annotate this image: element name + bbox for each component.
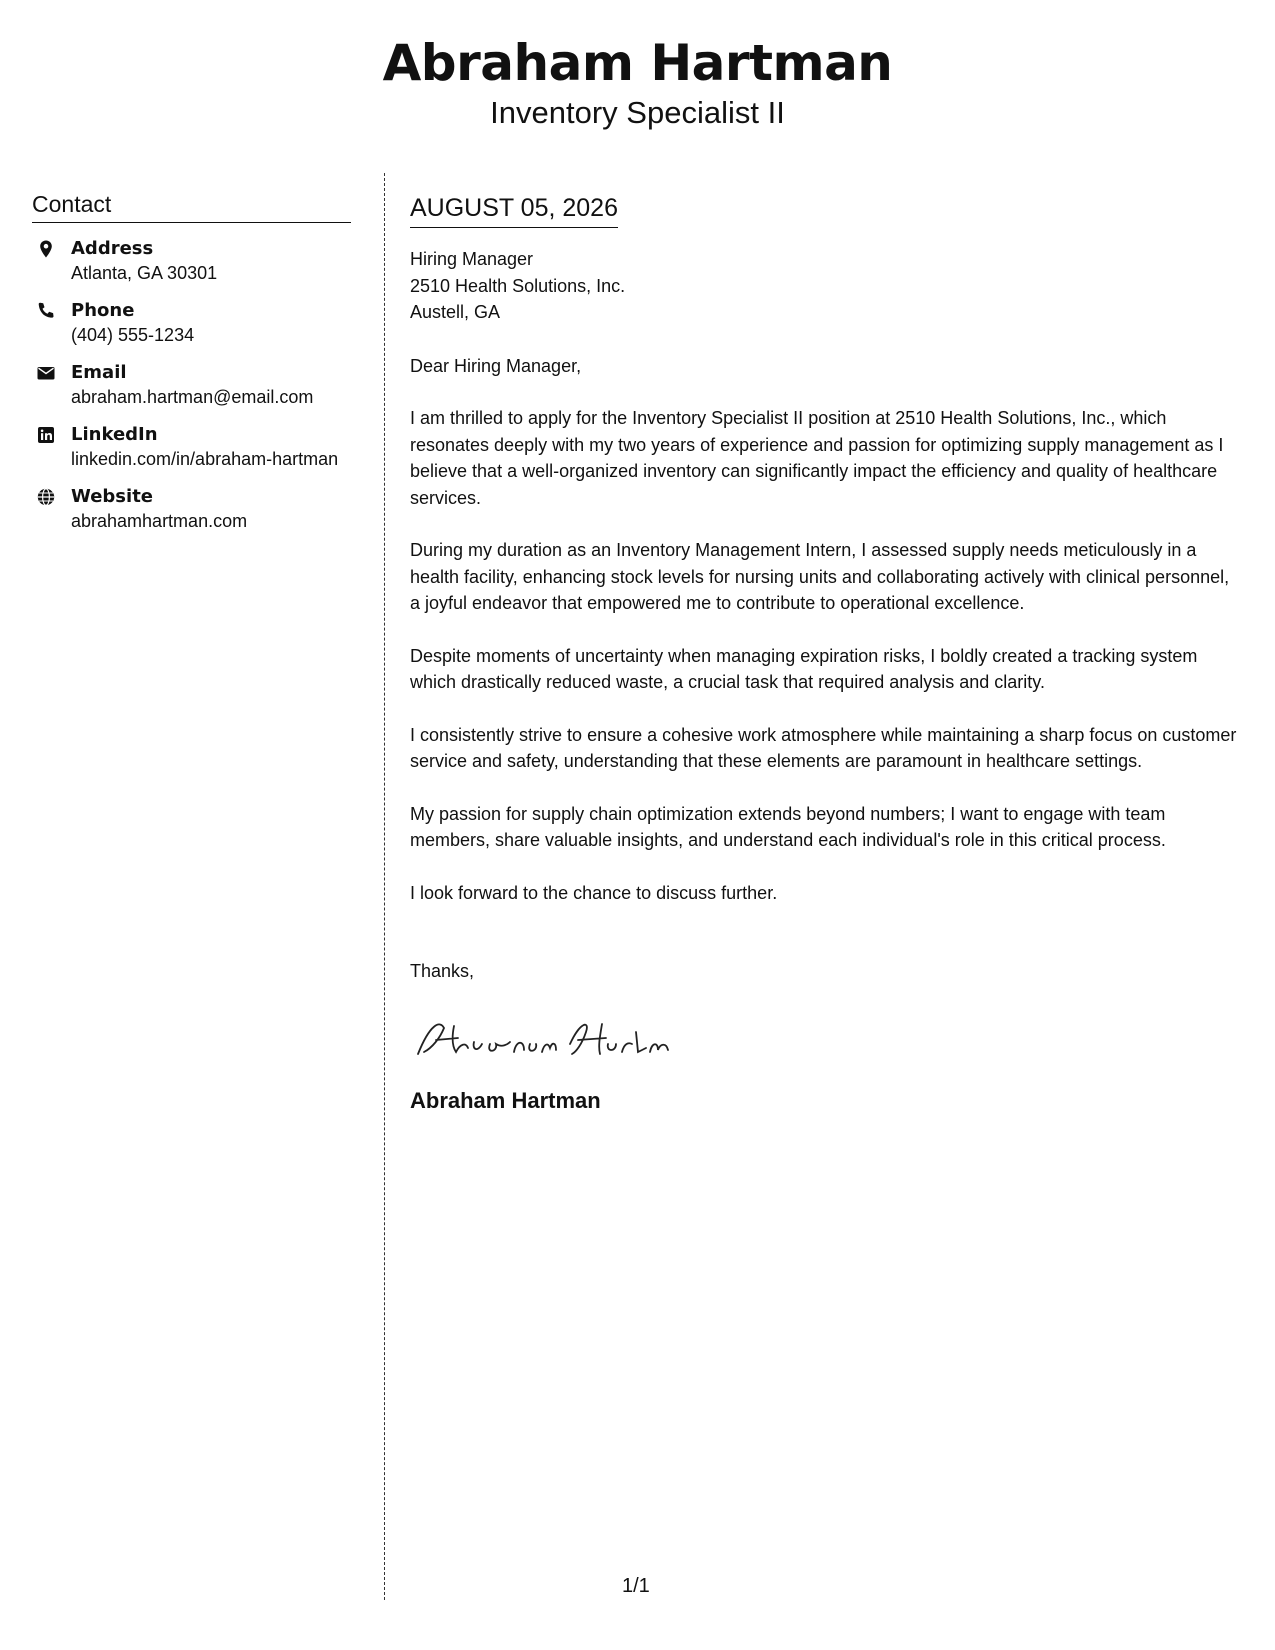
recipient-line: Austell, GA — [410, 302, 501, 322]
applicant-role: Inventory Specialist II — [490, 95, 785, 130]
email-value: abraham.hartman@email.com — [71, 387, 314, 407]
email-label: Email — [71, 362, 127, 383]
body-paragraph: My passion for supply chain optimization extends beyond numbers; I want to engage with team members, share valuable insights, and understand each individual's role in this critical process. — [410, 803, 1166, 850]
envelope-icon — [36, 363, 56, 383]
phone-value: (404) 555-1234 — [71, 325, 195, 345]
address-value: Atlanta, GA 30301 — [71, 263, 218, 283]
body-paragraph: Despite moments of uncertainty when managing expiration risks, I boldly created a tracking system which drastically reduced waste, a crucial task that required analysis and clarity. — [410, 645, 1198, 692]
recipient-line: Hiring Manager — [410, 249, 534, 269]
linkedin-label: LinkedIn — [71, 424, 158, 445]
contact-linkedin — [32, 423, 351, 471]
body-paragraph: During my duration as an Inventory Management Intern, I assessed supply needs meticulously in a health facility, enhancing stock levels for nursing units and collaborating actively with clinical personnel, a joyful endeavor that empowered me to contribute to operational excellence. — [410, 540, 1230, 613]
contact-email — [32, 361, 351, 409]
contact-phone — [32, 299, 351, 347]
column-divider — [384, 173, 385, 1600]
contact-title: Contact — [32, 190, 351, 223]
body-paragraph: I consistently strive to ensure a cohesive work atmosphere while maintaining a sharp focus on customer service and safety, understanding that these elements are paramount in healthcare settings. — [410, 724, 1237, 771]
linkedin-value: linkedin.com/in/abraham-hartman — [71, 449, 339, 469]
page-indicator: 1/1 — [622, 1575, 650, 1597]
recipient-line: 2510 Health Solutions, Inc. — [410, 275, 626, 296]
contact-sidebar — [32, 190, 351, 533]
body-paragraph: I am thrilled to apply for the Inventory Specialist II position at 2510 Health Solutions, Inc., which resonates deeply with my two years of experience and passion for optimizing supply management as I believe that a well-organized inventory can significantly impact the efficiency and quality of healthcare services. — [410, 408, 1224, 508]
website-value: abrahamhartman.com — [71, 511, 248, 531]
body-paragraph: I look forward to the chance to discuss further. — [410, 882, 778, 903]
recipient-block — [410, 246, 1244, 326]
closing: Thanks, — [410, 961, 475, 981]
letter-header — [0, 32, 1275, 132]
linkedin-icon — [36, 425, 56, 445]
phone-icon — [36, 301, 56, 321]
globe-icon — [36, 487, 56, 507]
handwritten-signature — [410, 1014, 680, 1064]
contact-website — [32, 485, 351, 533]
letter-date: AUGUST 05, 2026 — [410, 192, 618, 228]
map-pin-icon — [36, 239, 56, 259]
letter-body — [410, 192, 1244, 1115]
contact-address — [32, 237, 351, 285]
website-label: Website — [71, 486, 154, 507]
phone-label: Phone — [71, 300, 135, 321]
address-label: Address — [71, 238, 154, 259]
signer-name: Abraham Hartman — [410, 1088, 601, 1113]
salutation: Dear Hiring Manager, — [410, 355, 582, 376]
applicant-name: Abraham Hartman — [382, 34, 893, 92]
